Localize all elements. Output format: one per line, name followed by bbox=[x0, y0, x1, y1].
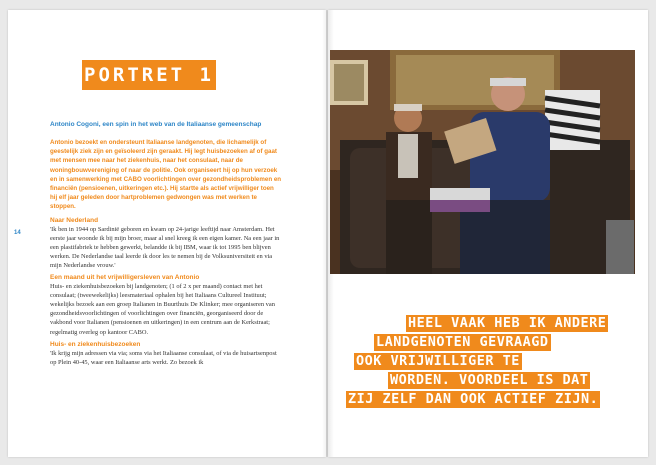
page-number: 14 bbox=[14, 230, 21, 236]
quote-line: OOK VRIJWILLIGER TE bbox=[356, 353, 520, 369]
quote-line: WORDEN. VOORDEEL IS DAT bbox=[390, 372, 589, 388]
article-intro: Antonio bezoekt en ondersteunt Italiaanse landgenoten, die lichamelijk of geestelijk ziek zijn en geïsoleerd zijn geraakt. Hij legt huisbezoeken af of gaat met mensen mee naar het ziekenhuis, naar het consulaat, naar de woningbouwvereniging of naar de politie. Ook organiseert hij op hun verzoek en in samenwerking met CABO voorlichtingen over gezondheidsproblemen en financiën (pensioenen, uitkeringen etc.). Hij startte als actief vrijwilliger toen hij elf jaar geleden door hartproblemen gedwongen was met werken te stoppen. bbox=[50, 139, 282, 211]
section-text-een-maand: Huis- en ziekenhuisbezoeken bij landgenoten; (1 of 2 x per maand) contact met het consulaat; (tweewekelijks) leesmateriaal ophalen bij het Italiaans Cultureel Instituut; wekelijks bezoek aan een groep Italianen in Buurthuis De Klinker; mee organiseren van gezondheidsvoorlichtingen of voorlichtingen over financiën, georganiseerd door de vakbond voor Italianen (pensioenen en uitkeringen) in een centrum aan de Kerkstraat; regelmatig overleg op kantoor CABO. bbox=[50, 283, 275, 336]
photo-illustration bbox=[330, 50, 635, 274]
quote-line: HEEL VAAK HEB IK ANDERE bbox=[408, 315, 607, 331]
section-text-naar-nederland: 'Ik ben in 1944 op Sardinië geboren en kwam op 24-jarige leeftijd naar Amsterdam. Het eerste jaar woonde ik bij mijn broer, maar al snel kreeg ik een eigen kamer. Na een jaar in een plastifabriek te hebben gewerkt, belandde ik bij IBM, waar ik tot 1995 ben blijven werken. De Nederlandse taal leerde ik door les te nemen bij de Volksuniversiteit en via mijn Nederlandse vrouw.' bbox=[50, 225, 280, 269]
section-text-huisbezoeken: 'Ik krijg mijn adressen via via; soms via het Italiaanse consulaat, of via de huisartsenpost op Plein 40-45, waar een Italiaanse arts werkt. Zo bezoek ik bbox=[50, 349, 277, 366]
article-subtitle: Antonio Cogoni, een spin in het web van de Italiaanse gemeenschap bbox=[50, 121, 262, 128]
section-heading-huisbezoeken: Huis- en ziekenhuisbezoeken bbox=[50, 340, 141, 348]
portrait-title: PORTRET 1 bbox=[82, 60, 216, 90]
portrait-photo bbox=[330, 50, 635, 274]
section-heading-een-maand: Een maand uit het vrijwilligersleven van Antonio bbox=[50, 274, 200, 282]
section-heading-naar-nederland: Naar Nederland bbox=[50, 216, 99, 224]
quote-line: ZIJ ZELF DAN OOK ACTIEF ZIJN. bbox=[348, 391, 599, 407]
quote-line: LANDGENOTEN GEVRAAGD bbox=[376, 334, 549, 350]
article-content bbox=[50, 120, 282, 370]
